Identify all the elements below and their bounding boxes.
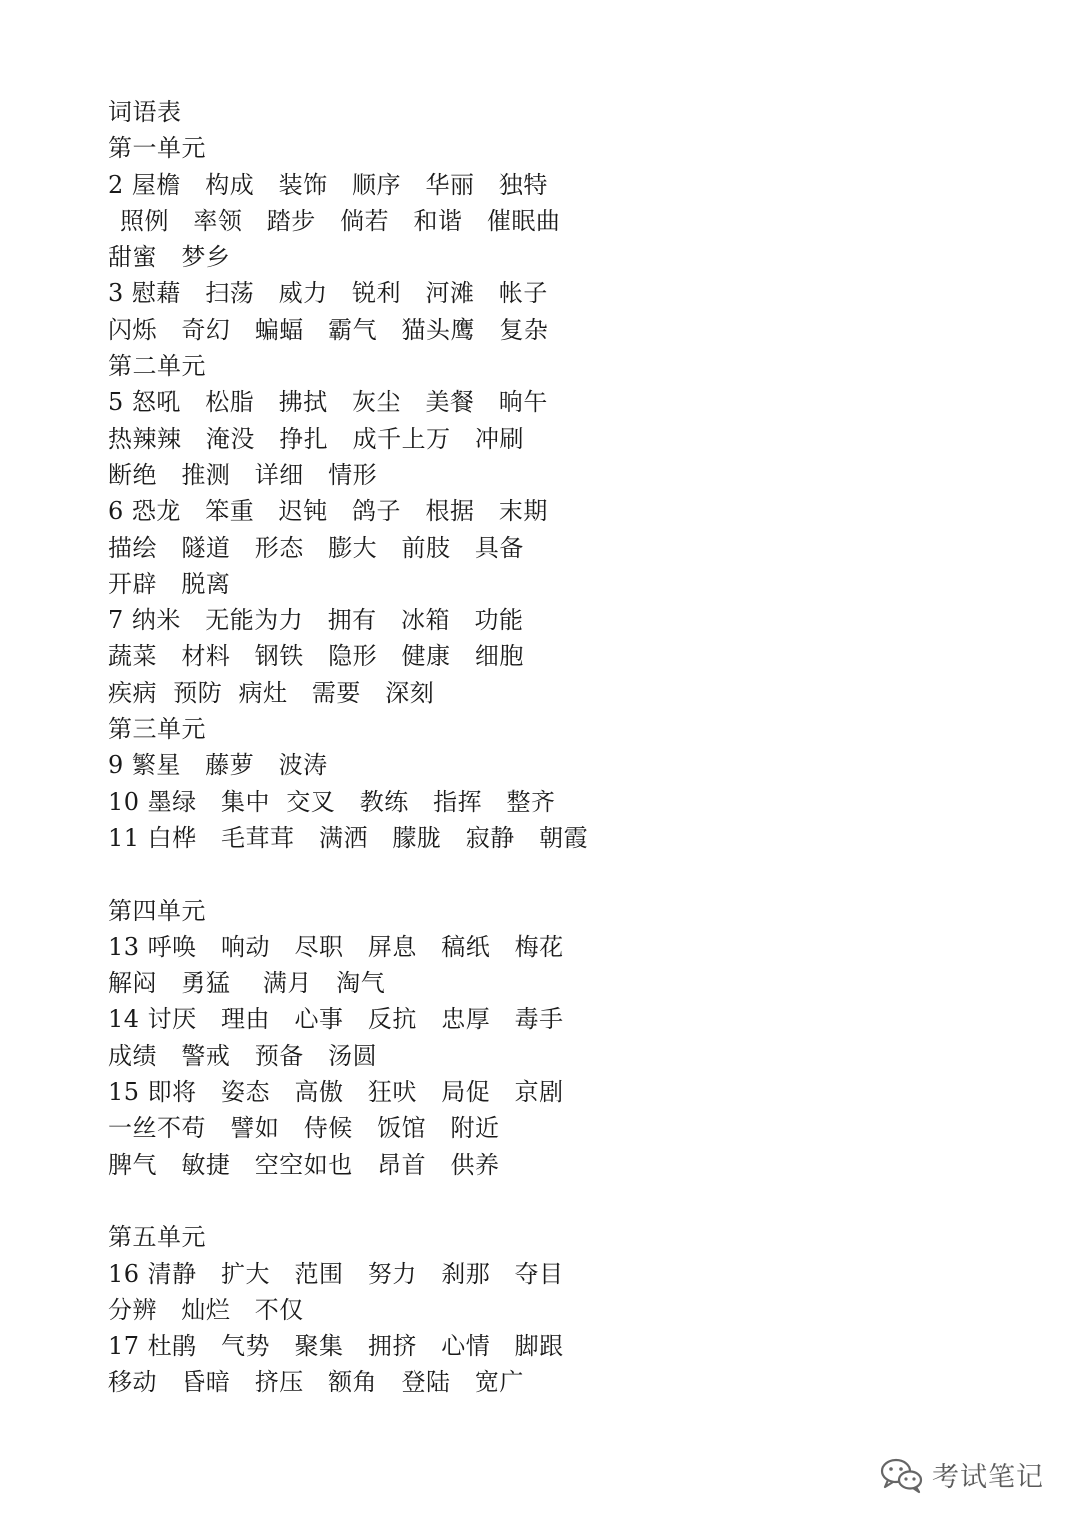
- word-line: 断绝 推测 详细 情形: [108, 460, 378, 489]
- word-line: 解闷 勇猛 满月 淘气: [108, 969, 386, 998]
- word-line: 7 纳米 无能为力 拥有 冰箱 功能: [108, 606, 524, 635]
- watermark: [880, 1455, 1044, 1494]
- watermark-text: 考试笔记: [932, 1462, 1044, 1493]
- unit-heading: 第五单元: [108, 1223, 206, 1252]
- word-line: 2 屋檐 构成 装饰 顺序 华丽 独特: [108, 170, 548, 199]
- word-line: 16 清静 扩大 范围 努力 刹那 夺目: [108, 1259, 564, 1288]
- word-line: 一丝不苟 譬如 侍候 饭馆 附近: [108, 1114, 500, 1143]
- word-line: 疾病 预防 病灶 需要 深刻: [108, 678, 435, 707]
- blank-line: [108, 856, 1008, 892]
- word-line: 17 杜鹃 气势 聚集 拥挤 心情 脚跟: [108, 1332, 564, 1361]
- word-line: 成绩 警戒 预备 汤圆: [108, 1041, 378, 1070]
- word-line: 3 慰藉 扫荡 威力 锐利 河滩 帐子: [108, 279, 548, 308]
- word-line: 蔬菜 材料 钢铁 隐形 健康 细胞: [108, 642, 524, 671]
- word-line: 5 怒吼 松脂 拂拭 灰尘 美餐 晌午: [108, 388, 548, 417]
- wechat-chat-bubble-icon: [880, 1456, 924, 1494]
- word-line: 开辟 脱离: [108, 569, 231, 598]
- word-line: 脾气 敏捷 空空如也 昂首 供养: [108, 1150, 500, 1179]
- word-line: 10 墨绿 集中 交叉 教练 指挥 整齐: [108, 787, 556, 816]
- unit-heading: 第三单元: [108, 715, 206, 744]
- word-line: 分辨 灿烂 不仅: [108, 1295, 304, 1324]
- word-line: 闪烁 奇幻 蝙蝠 霸气 猫头鹰 复杂: [108, 315, 549, 344]
- blank-line: [108, 1183, 1008, 1219]
- word-line: 11 白桦 毛茸茸 满洒 朦胧 寂静 朝霞: [108, 823, 589, 852]
- word-line: 甜蜜 梦乡: [108, 243, 231, 272]
- unit-heading: 第四单元: [108, 896, 206, 925]
- word-line: 6 恐龙 笨重 迟钝 鸽子 根据 末期: [108, 497, 548, 526]
- word-line: 14 讨厌 理由 心事 反抗 忠厚 毒手: [108, 1005, 564, 1034]
- unit-heading: 第一单元: [108, 134, 206, 163]
- doc-title: 词语表: [108, 98, 182, 126]
- word-line: 热辣辣 淹没 挣扎 成千上万 冲刷: [108, 424, 525, 453]
- word-line: 描绘 隧道 形态 膨大 前肢 具备: [108, 533, 524, 562]
- word-line: 15 即将 姿态 高傲 狂吠 局促 京剧: [108, 1078, 564, 1107]
- word-line: 13 呼唤 响动 尽职 屏息 稿纸 梅花: [108, 932, 564, 961]
- word-line: 9 繁星 藤萝 波涛: [108, 751, 328, 780]
- word-list-document: [108, 94, 1008, 1401]
- word-line: 照例 率领 踏步 倘若 和谐 催眠曲: [120, 206, 561, 235]
- word-line: 移动 昏暗 挤压 额角 登陆 宽广: [108, 1368, 524, 1397]
- unit-heading: 第二单元: [108, 352, 206, 381]
